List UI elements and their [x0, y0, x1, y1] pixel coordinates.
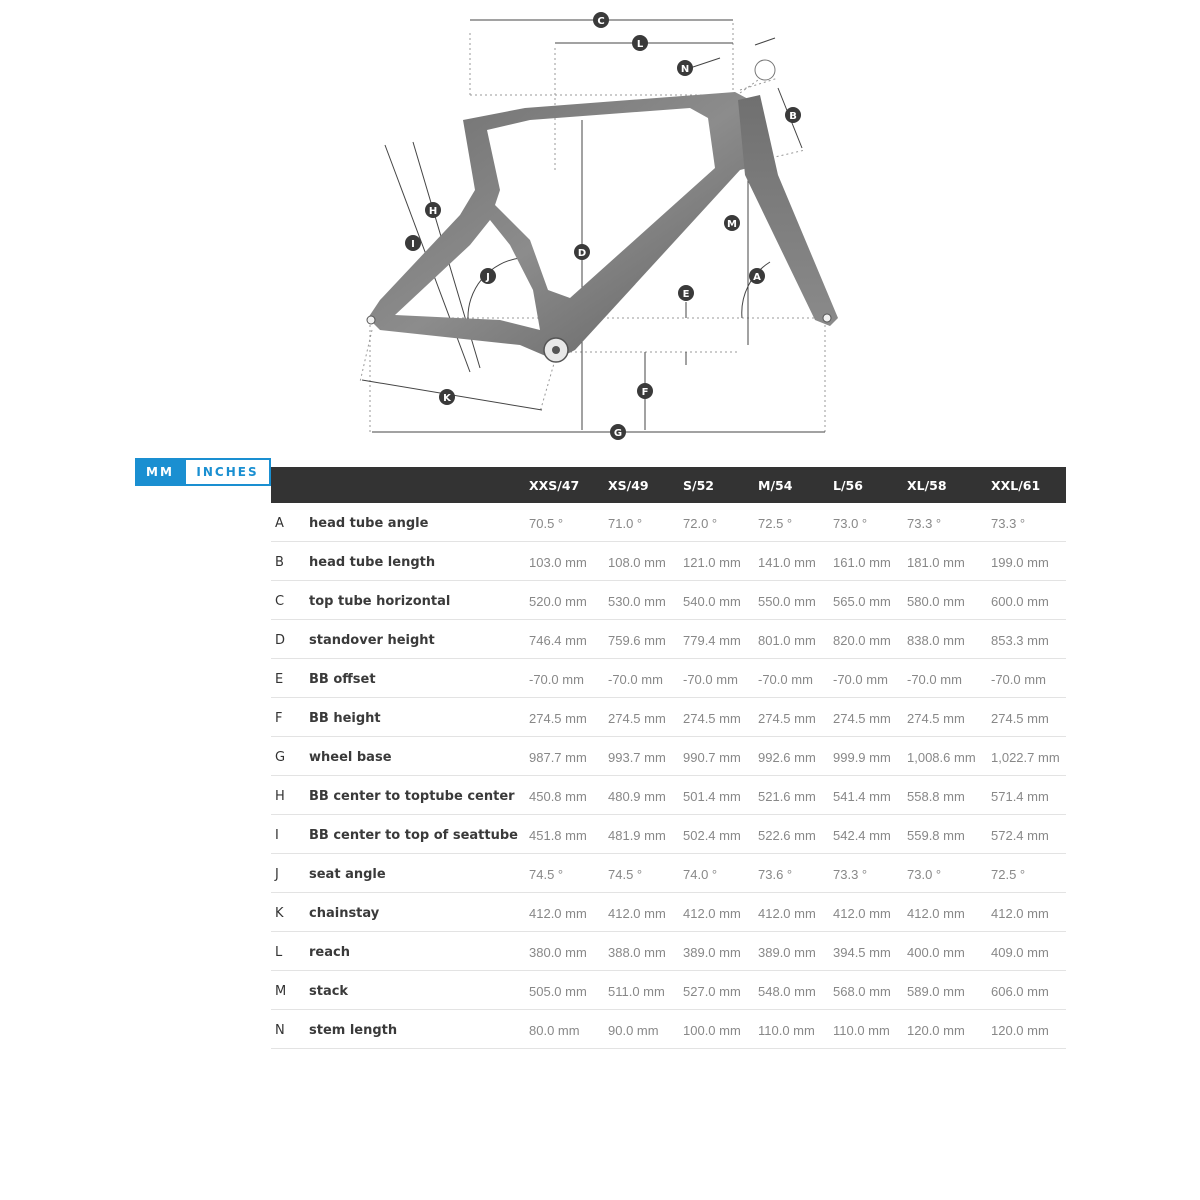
table-cell: 73.3 ° — [903, 503, 987, 542]
size-header: XS/49 — [608, 477, 649, 493]
size-header: XXL/61 — [991, 477, 1041, 493]
size-header: S/52 — [683, 477, 714, 493]
label-L-marker — [632, 35, 648, 51]
label-D-marker — [574, 244, 590, 260]
table-cell: 600.0 mm — [987, 581, 1066, 620]
table-row — [271, 503, 1066, 542]
parameter-name: top tube horizontal — [305, 581, 525, 620]
svg-text:L: L — [636, 39, 644, 50]
parameter-name: wheel base — [305, 737, 525, 776]
svg-text:N: N — [680, 64, 690, 75]
table-cell: 400.0 mm — [903, 932, 987, 971]
svg-text:B: B — [789, 111, 797, 122]
table-cell: 580.0 mm — [903, 581, 987, 620]
row-letter: E — [271, 659, 305, 698]
label-M-marker — [724, 215, 740, 231]
parameter-name: BB center to top of seattube — [305, 815, 525, 854]
table-cell: 110.0 mm — [829, 1010, 903, 1049]
table-cell: 530.0 mm — [604, 581, 679, 620]
row-letter: L — [271, 932, 305, 971]
table-cell: 412.0 mm — [679, 893, 754, 932]
row-letter: I — [271, 815, 305, 854]
svg-text:G: G — [613, 428, 623, 439]
label-N-marker — [677, 60, 693, 76]
table-cell: 394.5 mm — [829, 932, 903, 971]
table-row — [271, 893, 1066, 932]
table-cell: 987.7 mm — [525, 737, 604, 776]
label-E-marker — [678, 285, 694, 301]
table-cell: 527.0 mm — [679, 971, 754, 1010]
unit-toggle — [135, 458, 271, 486]
table-cell: 450.8 mm — [525, 776, 604, 815]
parameter-name: head tube length — [305, 542, 525, 581]
table-row — [271, 659, 1066, 698]
svg-text:C: C — [597, 16, 605, 27]
table-cell: 412.0 mm — [987, 893, 1066, 932]
row-letter: F — [271, 698, 305, 737]
table-cell: 542.4 mm — [829, 815, 903, 854]
table-row — [271, 854, 1066, 893]
svg-text:H: H — [428, 206, 438, 217]
table-cell: 380.0 mm — [525, 932, 604, 971]
table-cell: 481.9 mm — [604, 815, 679, 854]
label-C-marker — [593, 12, 609, 28]
table-row — [271, 971, 1066, 1010]
table-row — [271, 542, 1066, 581]
table-header-row — [271, 467, 1066, 503]
table-cell: 540.0 mm — [679, 581, 754, 620]
table-cell: 80.0 mm — [525, 1010, 604, 1049]
table-cell: 412.0 mm — [754, 893, 829, 932]
row-letter: B — [271, 542, 305, 581]
svg-text:F: F — [641, 387, 649, 398]
table-cell: 520.0 mm — [525, 581, 604, 620]
parameter-name: stack — [305, 971, 525, 1010]
svg-text:E: E — [682, 289, 690, 300]
table-row — [271, 698, 1066, 737]
table-cell: 181.0 mm — [903, 542, 987, 581]
table-cell: -70.0 mm — [829, 659, 903, 698]
table-cell: 521.6 mm — [754, 776, 829, 815]
parameter-name: chainstay — [305, 893, 525, 932]
table-cell: 90.0 mm — [604, 1010, 679, 1049]
table-cell: 73.0 ° — [829, 503, 903, 542]
label-J-marker — [480, 268, 496, 284]
table-row — [271, 1010, 1066, 1049]
table-cell: 511.0 mm — [604, 971, 679, 1010]
row-letter: A — [271, 503, 305, 542]
table-cell: 72.5 ° — [987, 854, 1066, 893]
table-cell: 779.4 mm — [679, 620, 754, 659]
table-cell: 412.0 mm — [604, 893, 679, 932]
table-cell: 990.7 mm — [679, 737, 754, 776]
size-header: XXS/47 — [529, 477, 580, 493]
table-cell: 274.5 mm — [754, 698, 829, 737]
table-cell: 606.0 mm — [987, 971, 1066, 1010]
svg-text:K: K — [443, 393, 451, 404]
table-cell: 1,008.6 mm — [903, 737, 987, 776]
table-cell: 801.0 mm — [754, 620, 829, 659]
row-letter: N — [271, 1010, 305, 1049]
table-cell: 853.3 mm — [987, 620, 1066, 659]
row-letter: J — [271, 854, 305, 893]
table-cell: 141.0 mm — [754, 542, 829, 581]
table-cell: 541.4 mm — [829, 776, 903, 815]
table-cell: 274.5 mm — [903, 698, 987, 737]
parameter-name: head tube angle — [305, 503, 525, 542]
size-header: L/56 — [833, 477, 863, 493]
table-cell: 274.5 mm — [829, 698, 903, 737]
table-cell: 120.0 mm — [903, 1010, 987, 1049]
table-cell: 274.5 mm — [525, 698, 604, 737]
table-cell: -70.0 mm — [679, 659, 754, 698]
label-I-marker — [405, 235, 421, 251]
table-cell: 274.5 mm — [987, 698, 1066, 737]
table-cell: 501.4 mm — [679, 776, 754, 815]
svg-text:A: A — [753, 272, 761, 283]
label-G-marker — [610, 424, 626, 440]
table-row — [271, 815, 1066, 854]
table-cell: 558.8 mm — [903, 776, 987, 815]
table-cell: 73.6 ° — [754, 854, 829, 893]
table-cell: 71.0 ° — [604, 503, 679, 542]
table-cell: 120.0 mm — [987, 1010, 1066, 1049]
table-cell: 565.0 mm — [829, 581, 903, 620]
table-cell: 550.0 mm — [754, 581, 829, 620]
svg-text:I: I — [411, 239, 415, 250]
geometry-table — [271, 467, 1066, 1049]
svg-text:J: J — [486, 272, 490, 283]
table-cell: 72.5 ° — [754, 503, 829, 542]
table-cell: 559.8 mm — [903, 815, 987, 854]
table-cell: 100.0 mm — [679, 1010, 754, 1049]
table-cell: 108.0 mm — [604, 542, 679, 581]
table-cell: 73.3 ° — [987, 503, 1066, 542]
table-cell: 820.0 mm — [829, 620, 903, 659]
table-cell: 412.0 mm — [525, 893, 604, 932]
label-F-marker — [637, 383, 653, 399]
table-cell: 1,022.7 mm — [987, 737, 1066, 776]
table-cell: 74.0 ° — [679, 854, 754, 893]
table-cell: 110.0 mm — [754, 1010, 829, 1049]
table-cell: 274.5 mm — [604, 698, 679, 737]
table-cell: -70.0 mm — [903, 659, 987, 698]
table-cell: 502.4 mm — [679, 815, 754, 854]
svg-text:M: M — [727, 219, 737, 230]
table-cell: 568.0 mm — [829, 971, 903, 1010]
row-letter: C — [271, 581, 305, 620]
guide-lines — [360, 22, 830, 432]
table-row — [271, 932, 1066, 971]
table-cell: 505.0 mm — [525, 971, 604, 1010]
table-cell: 548.0 mm — [754, 971, 829, 1010]
table-cell: -70.0 mm — [525, 659, 604, 698]
row-letter: D — [271, 620, 305, 659]
table-cell: 522.6 mm — [754, 815, 829, 854]
mm-unit-button[interactable]: MM — [135, 458, 185, 486]
table-cell: 759.6 mm — [604, 620, 679, 659]
table-cell: 412.0 mm — [903, 893, 987, 932]
table-cell: -70.0 mm — [987, 659, 1066, 698]
table-cell: 161.0 mm — [829, 542, 903, 581]
table-cell: 838.0 mm — [903, 620, 987, 659]
table-cell: 571.4 mm — [987, 776, 1066, 815]
parameter-name: stem length — [305, 1010, 525, 1049]
row-letter: H — [271, 776, 305, 815]
parameter-name: reach — [305, 932, 525, 971]
parameter-name: BB center to toptube center — [305, 776, 525, 815]
table-cell: 746.4 mm — [525, 620, 604, 659]
table-cell: 451.8 mm — [525, 815, 604, 854]
size-header: M/54 — [758, 477, 793, 493]
table-cell: 121.0 mm — [679, 542, 754, 581]
frame-geometry-diagram — [0, 0, 1200, 450]
table-cell: 409.0 mm — [987, 932, 1066, 971]
table-row — [271, 737, 1066, 776]
table-cell: 274.5 mm — [679, 698, 754, 737]
table-row — [271, 620, 1066, 659]
inches-unit-button[interactable]: INCHES — [185, 458, 271, 486]
parameter-name: seat angle — [305, 854, 525, 893]
table-cell: 412.0 mm — [829, 893, 903, 932]
row-letter: G — [271, 737, 305, 776]
table-cell: 389.0 mm — [679, 932, 754, 971]
table-cell: 999.9 mm — [829, 737, 903, 776]
table-cell: 388.0 mm — [604, 932, 679, 971]
table-cell: 480.9 mm — [604, 776, 679, 815]
table-row — [271, 776, 1066, 815]
label-A-marker — [749, 268, 765, 284]
table-cell: 589.0 mm — [903, 971, 987, 1010]
table-cell: 74.5 ° — [604, 854, 679, 893]
dimension-lines — [362, 20, 825, 432]
parameter-name: standover height — [305, 620, 525, 659]
row-letter: M — [271, 971, 305, 1010]
table-cell: 992.6 mm — [754, 737, 829, 776]
table-cell: 72.0 ° — [679, 503, 754, 542]
svg-text:D: D — [577, 248, 587, 259]
label-K-marker — [439, 389, 455, 405]
table-cell: 103.0 mm — [525, 542, 604, 581]
row-letter: K — [271, 893, 305, 932]
table-cell: 70.5 ° — [525, 503, 604, 542]
table-cell: 74.5 ° — [525, 854, 604, 893]
size-header: XL/58 — [907, 477, 947, 493]
parameter-name: BB offset — [305, 659, 525, 698]
parameter-name: BB height — [305, 698, 525, 737]
table-cell: 199.0 mm — [987, 542, 1066, 581]
table-row — [271, 581, 1066, 620]
table-cell: 73.0 ° — [903, 854, 987, 893]
label-H-marker — [425, 202, 441, 218]
table-cell: -70.0 mm — [754, 659, 829, 698]
table-cell: 572.4 mm — [987, 815, 1066, 854]
table-cell: -70.0 mm — [604, 659, 679, 698]
label-B-marker — [785, 107, 801, 123]
table-cell: 73.3 ° — [829, 854, 903, 893]
table-cell: 389.0 mm — [754, 932, 829, 971]
table-cell: 993.7 mm — [604, 737, 679, 776]
